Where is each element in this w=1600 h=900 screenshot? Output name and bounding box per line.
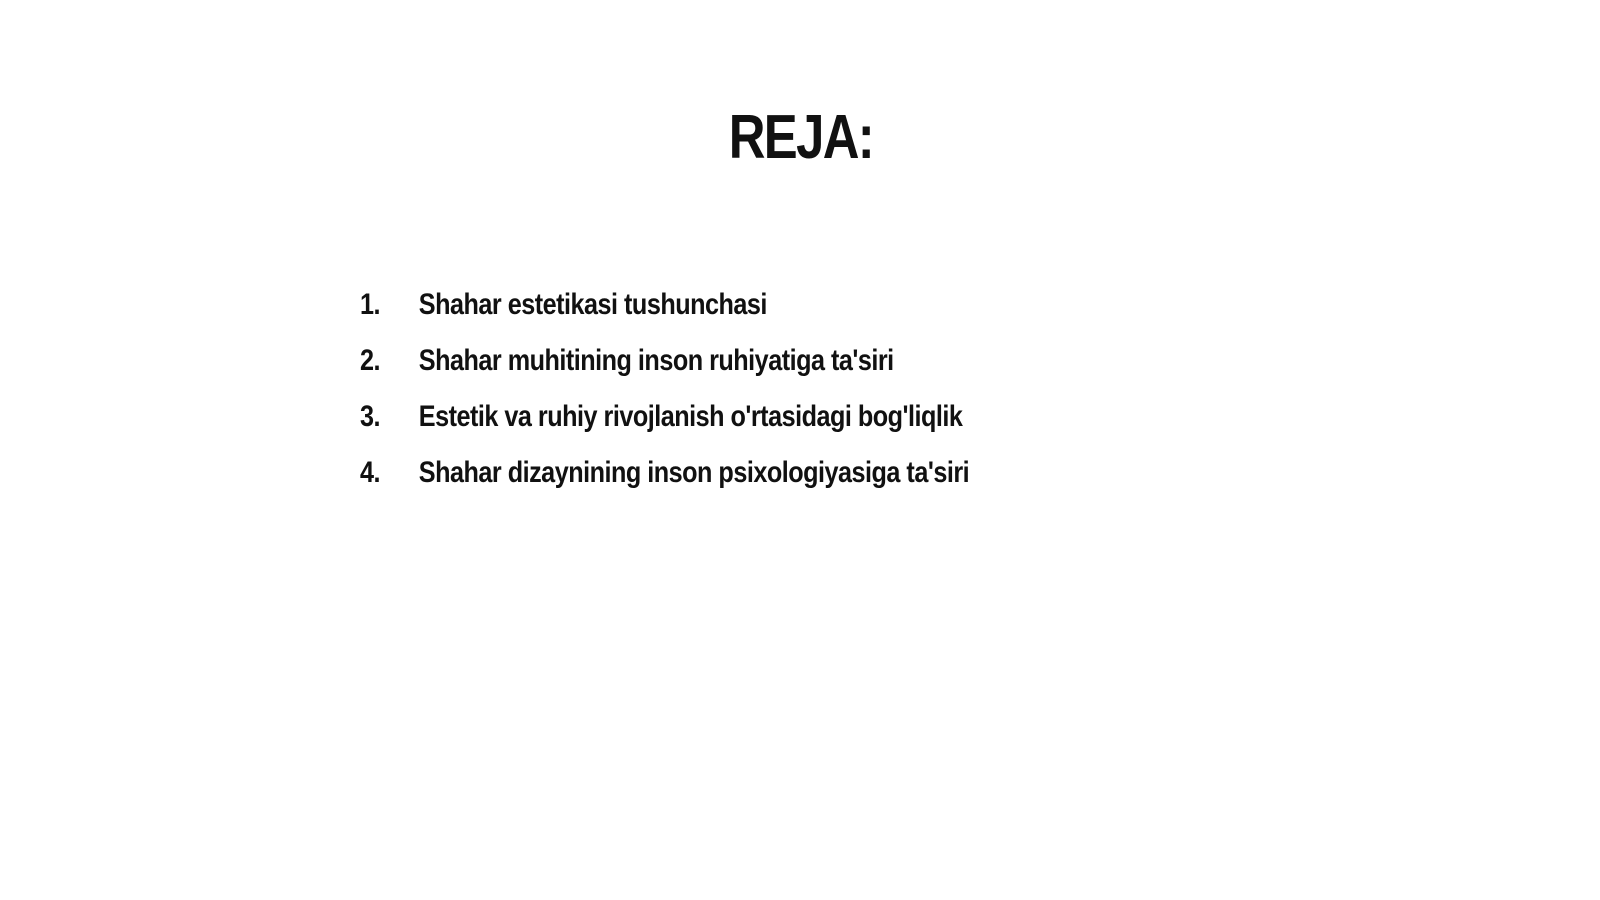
plan-item-4 xyxy=(360,456,969,512)
plan-item-text: Shahar estetikasi tushunchasi xyxy=(418,288,767,321)
slide-title: REJA: xyxy=(728,103,874,172)
plan-list xyxy=(360,288,1085,512)
plan-item-number: 3. xyxy=(360,400,381,433)
plan-item-text: Estetik va ruhiy rivojlanish o'rtasidagi bog'liqlik xyxy=(418,400,963,433)
plan-item-3 xyxy=(360,400,969,456)
plan-item-number: 2. xyxy=(360,344,381,377)
plan-item-number: 1. xyxy=(360,288,381,321)
plan-item-text: Shahar muhitining inson ruhiyatiga ta'siri xyxy=(418,344,894,377)
plan-item-number: 4. xyxy=(360,456,381,489)
plan-item-text: Shahar dizaynining inson psixologiyasiga ta'siri xyxy=(418,456,970,489)
plan-item-1 xyxy=(360,288,969,344)
plan-item-2 xyxy=(360,344,969,400)
